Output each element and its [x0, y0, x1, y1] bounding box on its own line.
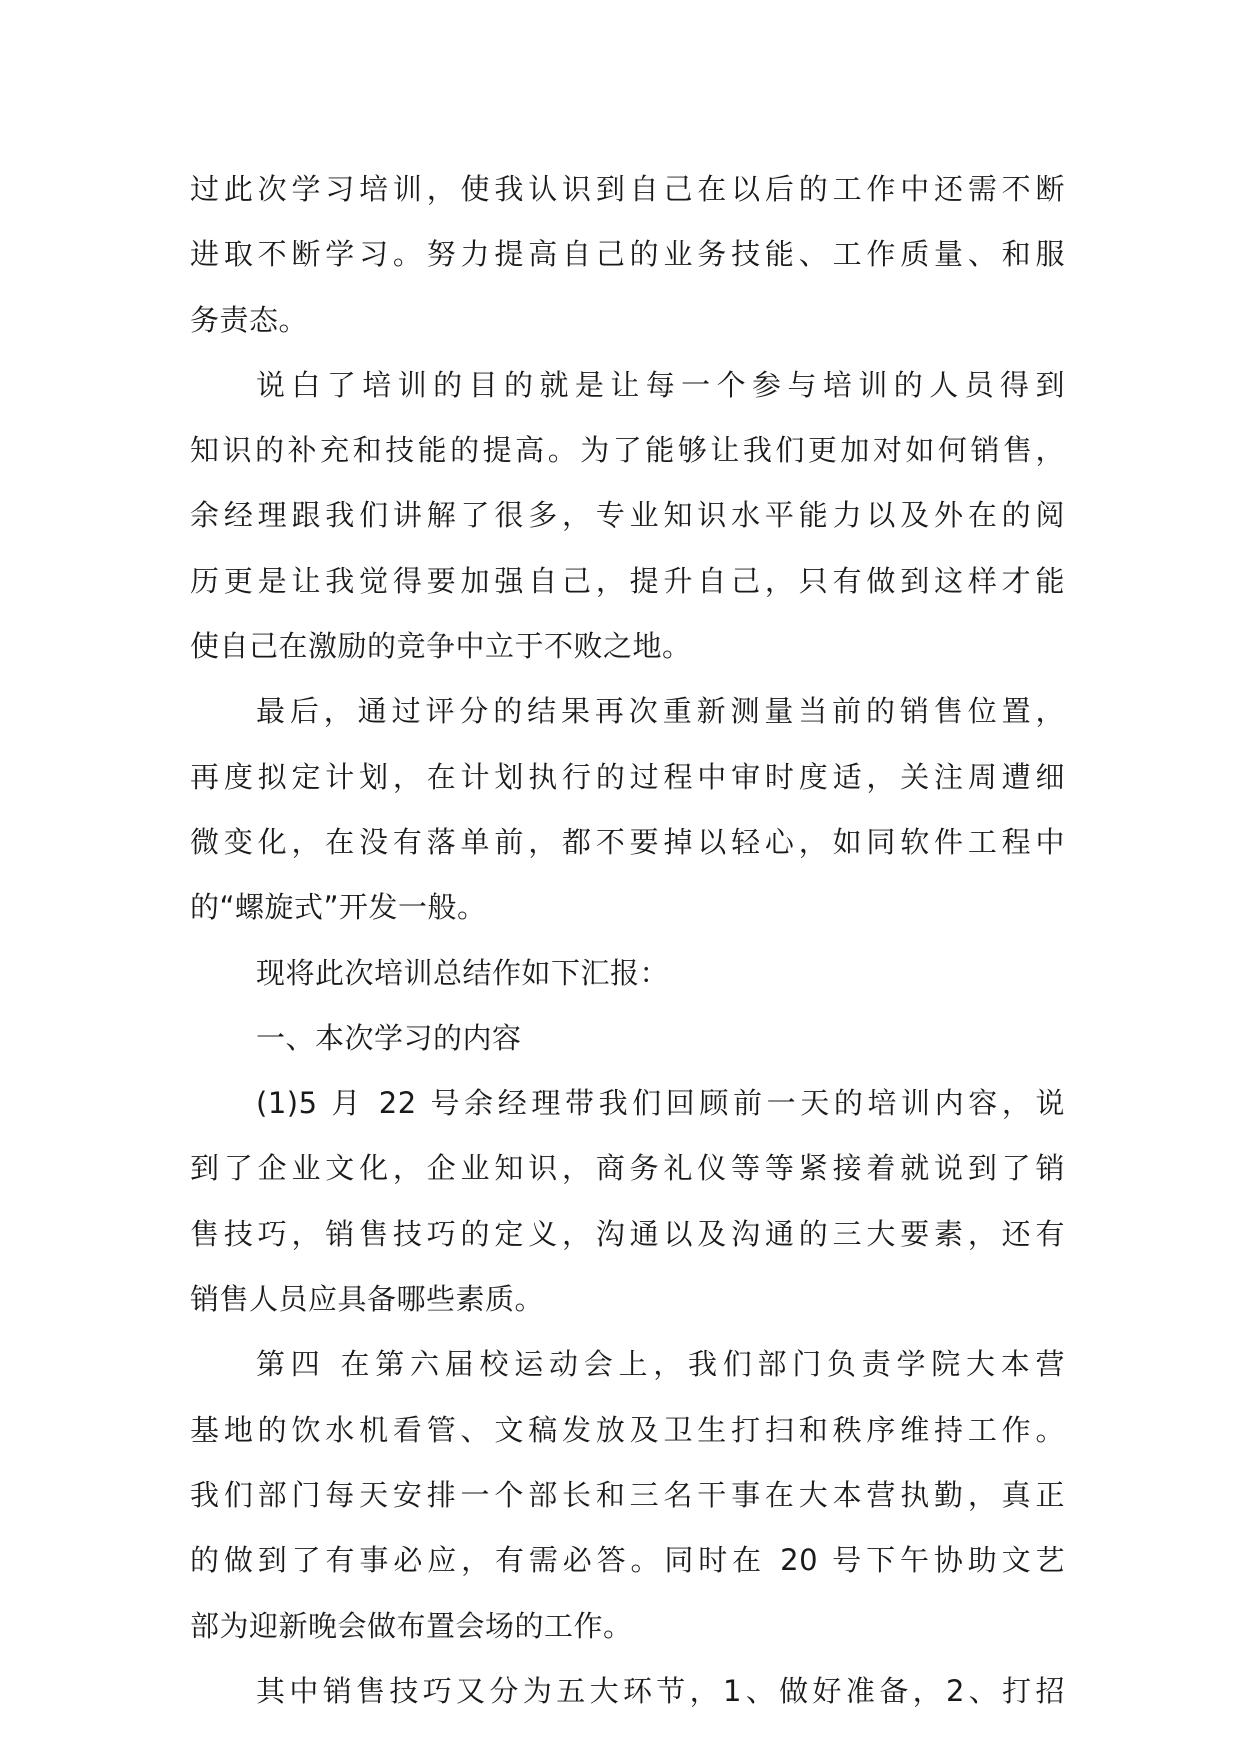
text-line: 的做到了有事必应，有需必答。同时在 20 号下午协助文艺	[190, 1543, 1065, 1578]
text-line: 余经理跟我们讲解了很多，专业知识水平能力以及外在的阅	[190, 498, 1065, 533]
text-line: 进取不断学习。努力提高自己的业务技能、工作质量、和服	[190, 237, 1065, 272]
text-line: 微变化，在没有落单前，都不要掉以轻心，如同软件工程中	[190, 824, 1065, 859]
text-line: 现将此次培训总结作如下汇报：	[256, 955, 670, 990]
text-line: 我们部门每天安排一个部长和三名干事在大本营执勤，真正	[190, 1477, 1065, 1512]
text-line: 知识的补充和技能的提高。为了能够让我们更加对如何销售，	[190, 433, 1065, 468]
text-line: 的“螺旋式”开发一般。	[190, 890, 487, 925]
text-line: 再度拟定计划，在计划执行的过程中审时度适，关注周遭细	[190, 759, 1065, 794]
text-line: 第四 在第六届校运动会上，我们部门负责学院大本营	[256, 1347, 1065, 1382]
text-line: 其中销售技巧又分为五大环节，1、做好准备，2、打招	[256, 1673, 1065, 1708]
document-body	[190, 157, 1065, 1724]
text-line: 部为迎新晚会做布置会场的工作。	[190, 1608, 633, 1643]
text-line: 历更是让我觉得要加强自己，提升自己，只有做到这样才能	[190, 563, 1065, 598]
text-line: 基地的饮水机看管、文稿发放及卫生打扫和秩序维持工作。	[190, 1412, 1065, 1447]
text-line: 最后，通过评分的结果再次重新测量当前的销售位置，	[256, 694, 1065, 729]
text-line: 到了企业文化，企业知识，商务礼仪等等紧接着就说到了销	[190, 1151, 1065, 1186]
text-line: 使自己在激励的竞争中立于不败之地。	[190, 629, 692, 664]
text-line: (1)5 月 22 号余经理带我们回顾前一天的培训内容，说	[256, 1086, 1065, 1121]
text-line: 售技巧，销售技巧的定义，沟通以及沟通的三大要素，还有	[190, 1216, 1065, 1251]
text-line: 销售人员应具备哪些素质。	[190, 1282, 545, 1317]
text-line: 过此次学习培训，使我认识到自己在以后的工作中还需不断	[190, 172, 1065, 206]
text-line: 说白了培训的目的就是让每一个参与培训的人员得到	[256, 367, 1065, 402]
text-line: 务责态。	[190, 302, 309, 337]
text-line: 一、本次学习的内容	[256, 1020, 522, 1055]
